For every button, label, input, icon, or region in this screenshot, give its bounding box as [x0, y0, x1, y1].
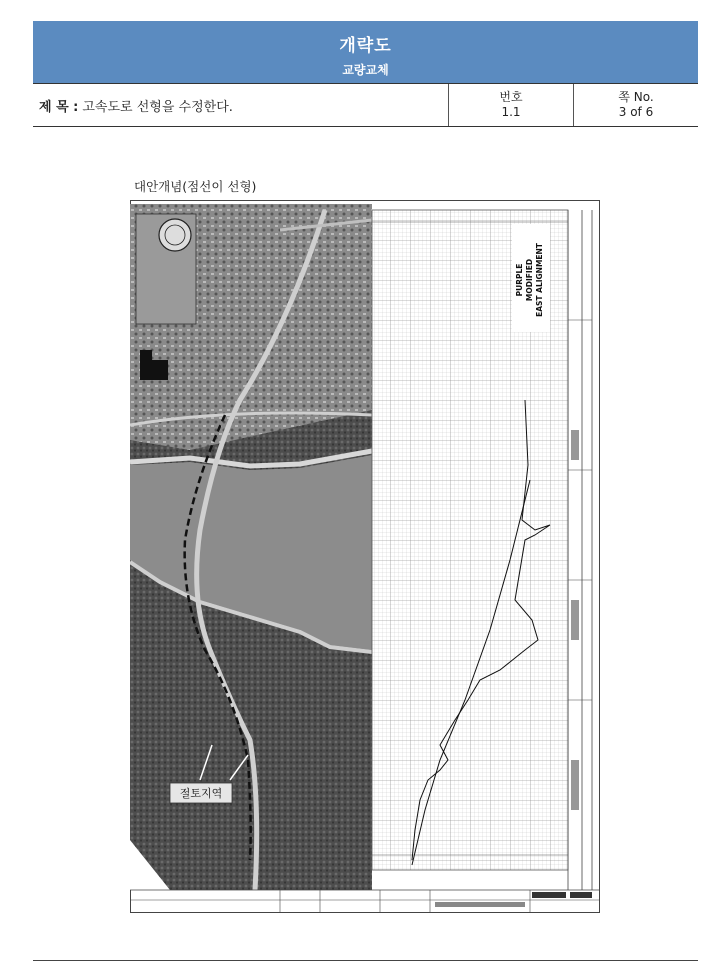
- page-value: 3 of 6: [618, 105, 654, 119]
- profile-grid: [372, 210, 568, 870]
- page-cell: [574, 84, 698, 126]
- cut-area-callout: 절토지역: [179, 787, 223, 800]
- document-title: 개략도: [339, 36, 392, 56]
- subject-text: 고속도로 선형을 수정한다.: [82, 99, 233, 115]
- alignment-figure: [130, 200, 600, 913]
- number-cell: [449, 84, 574, 126]
- profile-title-line-2: MODIFIED: [525, 258, 534, 302]
- info-row: [33, 83, 698, 127]
- profile-title-line-1: PURPLE: [515, 263, 524, 297]
- profile-title-line-3: EAST ALIGNMENT: [535, 243, 544, 317]
- document-subtitle: 교량교체: [342, 63, 389, 77]
- header-band: [33, 21, 698, 83]
- aerial-photo: [130, 204, 372, 890]
- figure-caption: 대안개념(점선이 선형): [134, 179, 257, 194]
- number-value: 1.1: [501, 105, 521, 119]
- number-label: 번호: [499, 90, 523, 104]
- subject-cell: [33, 84, 449, 126]
- subject-label: 제 목 :: [39, 99, 79, 115]
- page-label: 쪽 No.: [618, 90, 654, 104]
- footer-rule: [33, 960, 698, 961]
